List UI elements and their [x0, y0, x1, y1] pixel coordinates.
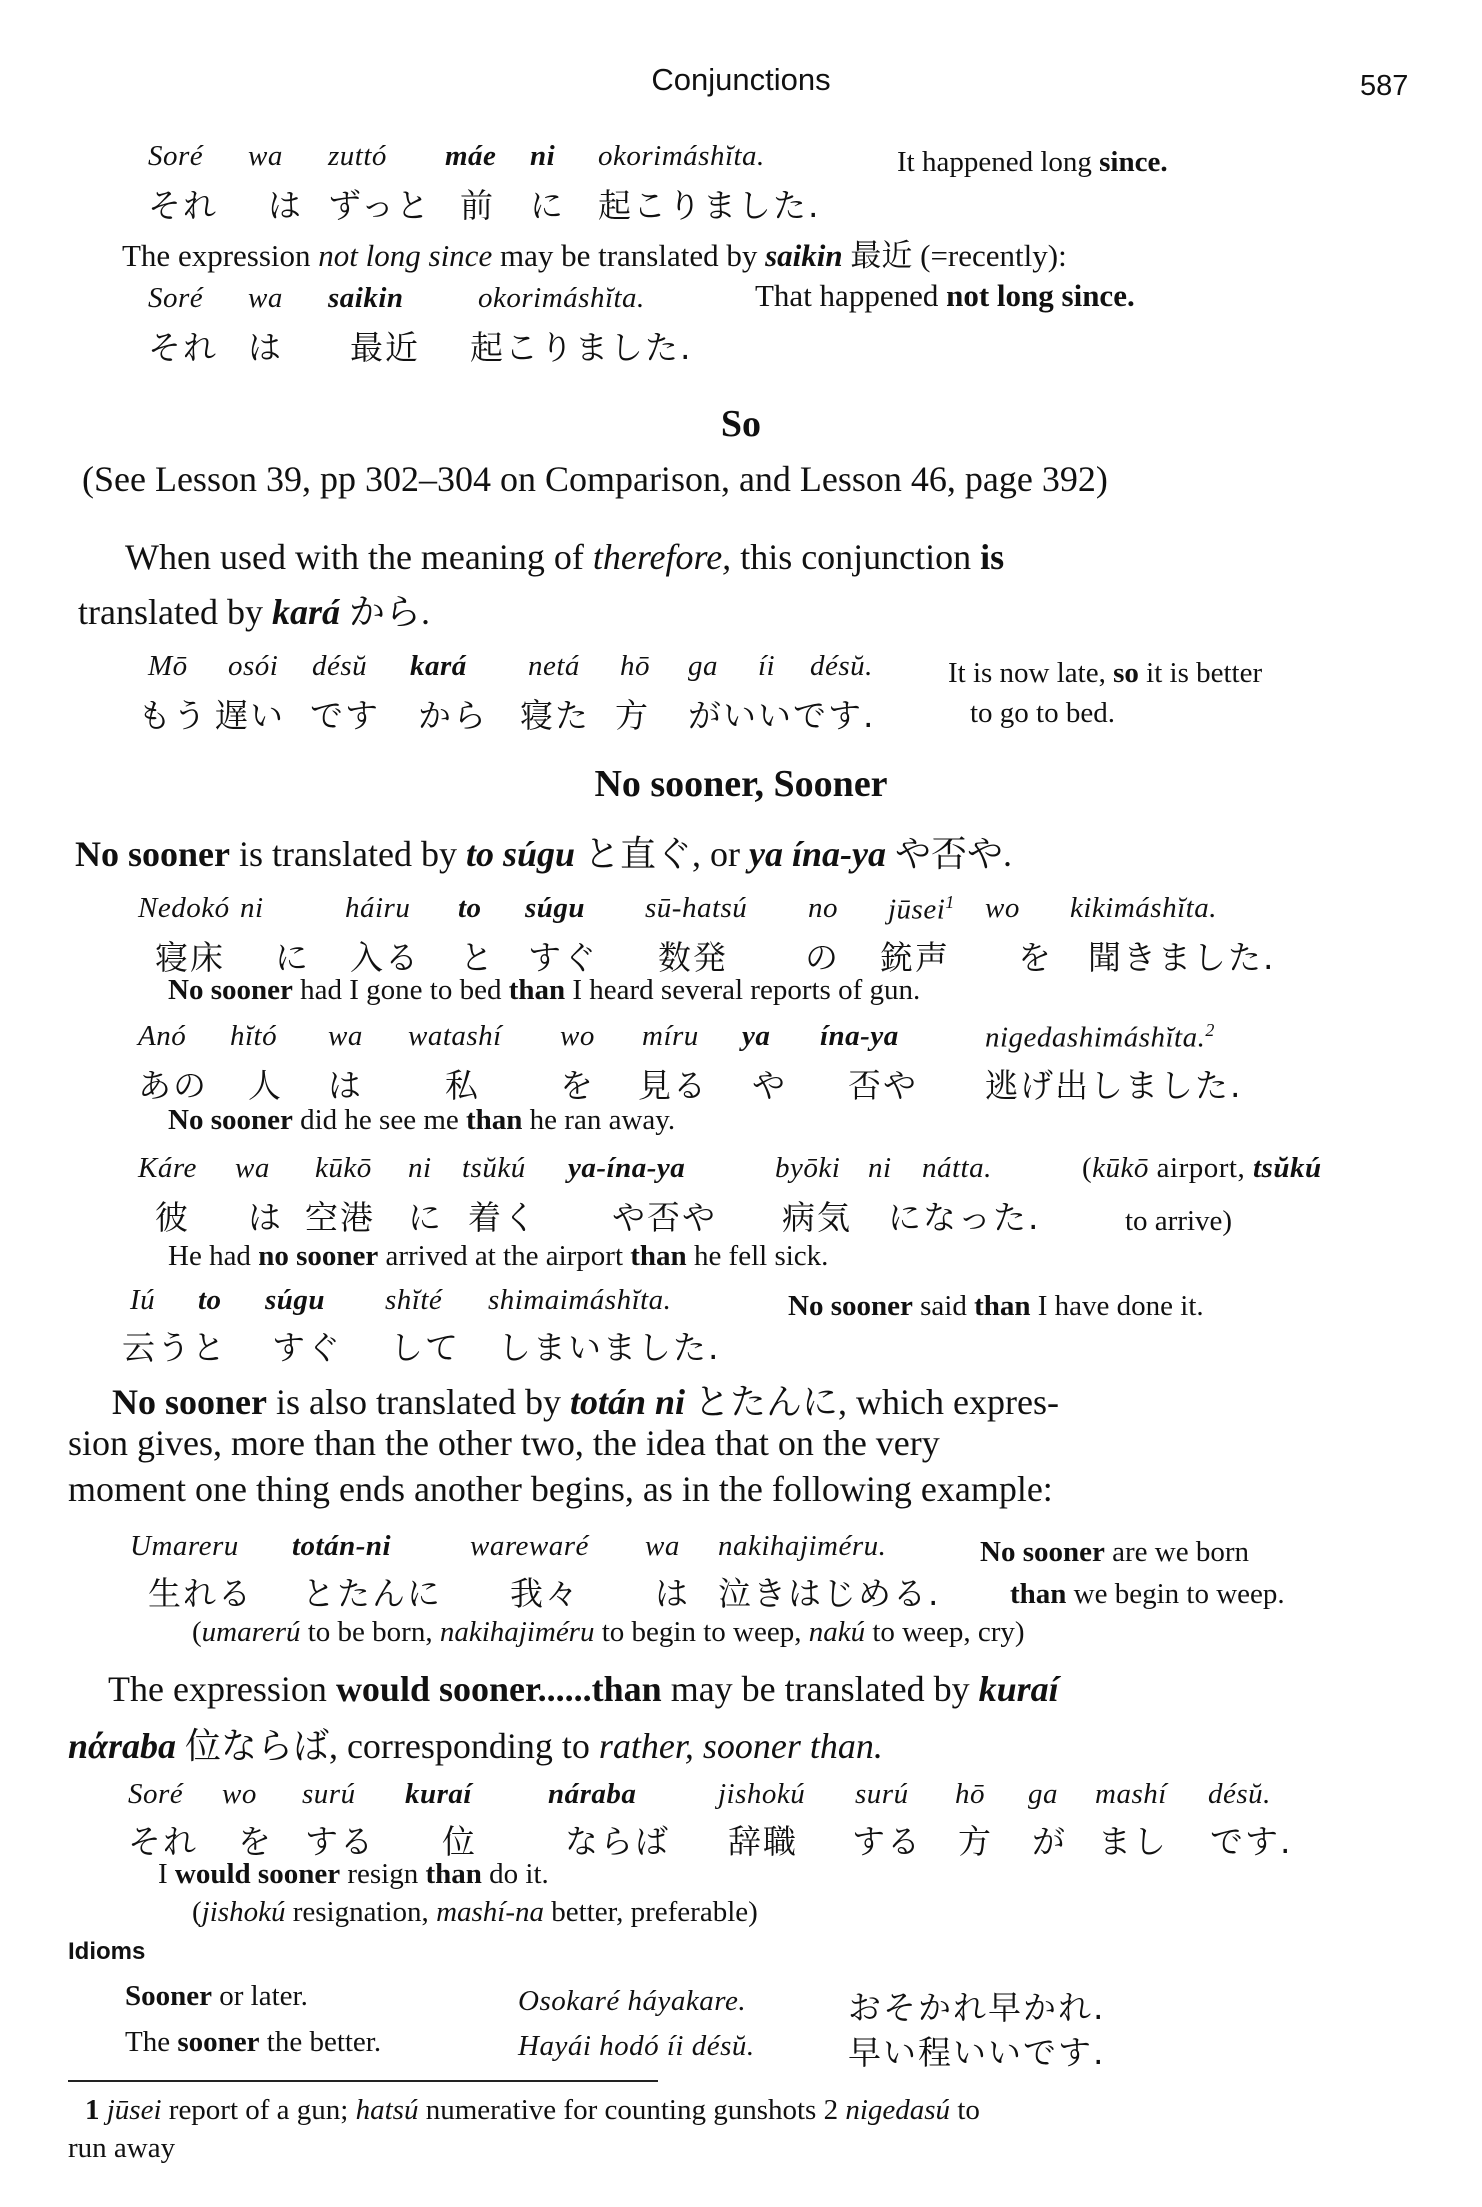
- paragraph-line: The expression would sooner......than may be translated by kuraí: [108, 1669, 1059, 1709]
- example-translation: to go to bed.: [970, 697, 1115, 729]
- idiom-romaji: Osokaré háyakare.: [518, 1985, 747, 2017]
- example-translation: I would sooner resign than do it.: [158, 1858, 549, 1890]
- example-translation: than we begin to weep.: [1010, 1578, 1285, 1610]
- paragraph-line: sion gives, more than the other two, the idea that on the very: [68, 1423, 940, 1463]
- paragraph-line: moment one thing ends another begins, as in the following example:: [68, 1469, 1053, 1509]
- example-translation: No sooner said than I have done it.: [788, 1290, 1204, 1322]
- idiom-japanese: おそかれ早かれ.: [848, 1988, 1106, 2027]
- gloss-line: (umarerú to be born, nakihajiméru to begin to weep, nakú to weep, cry): [192, 1616, 1025, 1648]
- gloss-line: (jishokú resignation, mashí-na better, preferable): [192, 1896, 758, 1928]
- example-translation: It is now late, so it is better: [948, 657, 1263, 689]
- paragraph-line: nάraba 位ならば, corresponding to rather, sooner than.: [68, 1726, 883, 1766]
- note-line: The expression not long since may be translated by saikin 最近 (=recently):: [122, 238, 1067, 273]
- book-page: Conjunctions 587 Soré wa zuttó máe ni okorimáshĭta. It happened long since. それ は ずっと 前 に 起こりました. The expression not long since may be translated by saikin 最近 (=recently): Soré wa saikin okorimáshĭta. That happened not long since. それ は 最近 起こりました. So (See Lesson 39, pp 302–304 on Comparison, and Lesson 46, page 392) When used with the meaning of therefore, this conjunction is translated by kará から. Mō osói désŭ kará netá hō ga íi désŭ. It is now late, so it is better もう 遅い です から 寝た 方 がいいです. to go to bed. No sooner, Sooner No sooner is translated by to súgu と直ぐ, or ya ína-ya や否や. Nedokó ni háiru to súgu sū-hatsú no jūsei$^1$ wo kikimáshĭta. 寝床 に 入る と すぐ 数発 の 銃声 を 聞きました. No sooner had I gone to bed than I heard several reports of gun. Anó hĭtó wa watashí wo míru ya ína-ya nigedashimáshĭta.$^2$ あの 人 は 私 を 見る や 否や 逃げ出しました. No sooner did he see me than he ran away. Káre wa kūkō ni tsŭkú ya-ína-ya byōki ni nátta. (kūkō airport, tsŭkú 彼 は 空港 に 着く や否や 病気 になった. to arrive) He had no sooner arrived at the airport than he fell sick. Iú to súgu shĭté shimaimáshĭta. No sooner said than I have done it. 云うと すぐ して しまいました. No sooner is also translated by totán ni とたんに, which expres- sion gives, more than the other two, the idea that on the very moment one thing ends another begins, as in the following example: Umareru totán-ni warewaré wa nakihajiméru. No sooner are we born 生れる とたんに 我々 は 泣きはじめる. than we begin to weep. (umarerú to be born, nakihajiméru to begin to weep, nakú to weep, cry) The expression would sooner......than may be translated by kuraí nάraba 位ならば, corresponding to rather, sooner than. Soré wo surú kuraí náraba jishokú surú hō ga mashí désŭ. それ を する 位 ならば 辞職 する 方 が まし です. I would sooner resign than do it. (jishokú resignation, mashí-na better, preferable) Idioms Sooner or later. Osokaré háyakare. おそかれ早かれ. The sooner the better. Hayái hodó íi désŭ. 早い程いいです. 1 jūsei report of a gun; hatsú numerative for counting gunshots 2 nigedasú to run away: [0, 0, 1482, 2207]
- example-translation: He had no sooner arrived at the airport than he fell sick.: [168, 1240, 829, 1272]
- paragraph-line: No sooner is translated by to súgu と直ぐ, or ya ína-ya や否や.: [75, 834, 1012, 874]
- paragraph-line: translated by kará から.: [78, 592, 430, 632]
- example-translation: That happened not long since.: [755, 278, 1135, 313]
- example-translation: No sooner did he see me than he ran away.: [168, 1104, 676, 1136]
- page-number: 587: [1360, 70, 1409, 102]
- cross-reference: (See Lesson 39, pp 302–304 on Comparison, and Lesson 46, page 392): [82, 459, 1108, 499]
- example-translation: No sooner are we born: [980, 1536, 1249, 1568]
- section-heading-so: So: [720, 403, 762, 445]
- idiom-english: The sooner the better.: [125, 2026, 382, 2058]
- idiom-english: Sooner or later.: [125, 1980, 308, 2012]
- example-translation: to arrive): [1125, 1205, 1233, 1237]
- paragraph-line: When used with the meaning of therefore, this conjunction is: [125, 537, 1005, 577]
- footnote-line: 1 jūsei report of a gun; hatsú numerative for counting gunshots 2 nigedasú to: [85, 2094, 980, 2126]
- running-header: Conjunctions: [651, 62, 831, 97]
- example-translation: No sooner had I gone to bed than I heard several reports of gun.: [168, 974, 921, 1006]
- footnote-rule: [68, 2080, 658, 2082]
- idioms-label: Idioms: [68, 1938, 146, 1965]
- idiom-romaji: Hayái hodó íi désŭ.: [518, 2030, 755, 2062]
- example-translation: It happened long since.: [897, 146, 1168, 178]
- section-heading-no-sooner: No sooner, Sooner: [594, 763, 888, 805]
- footnote-line: run away: [68, 2132, 176, 2164]
- idiom-japanese: 早い程いいです.: [848, 2033, 1106, 2072]
- paragraph-line: No sooner is also translated by totán ni とたんに, which expres-: [112, 1382, 1059, 1422]
